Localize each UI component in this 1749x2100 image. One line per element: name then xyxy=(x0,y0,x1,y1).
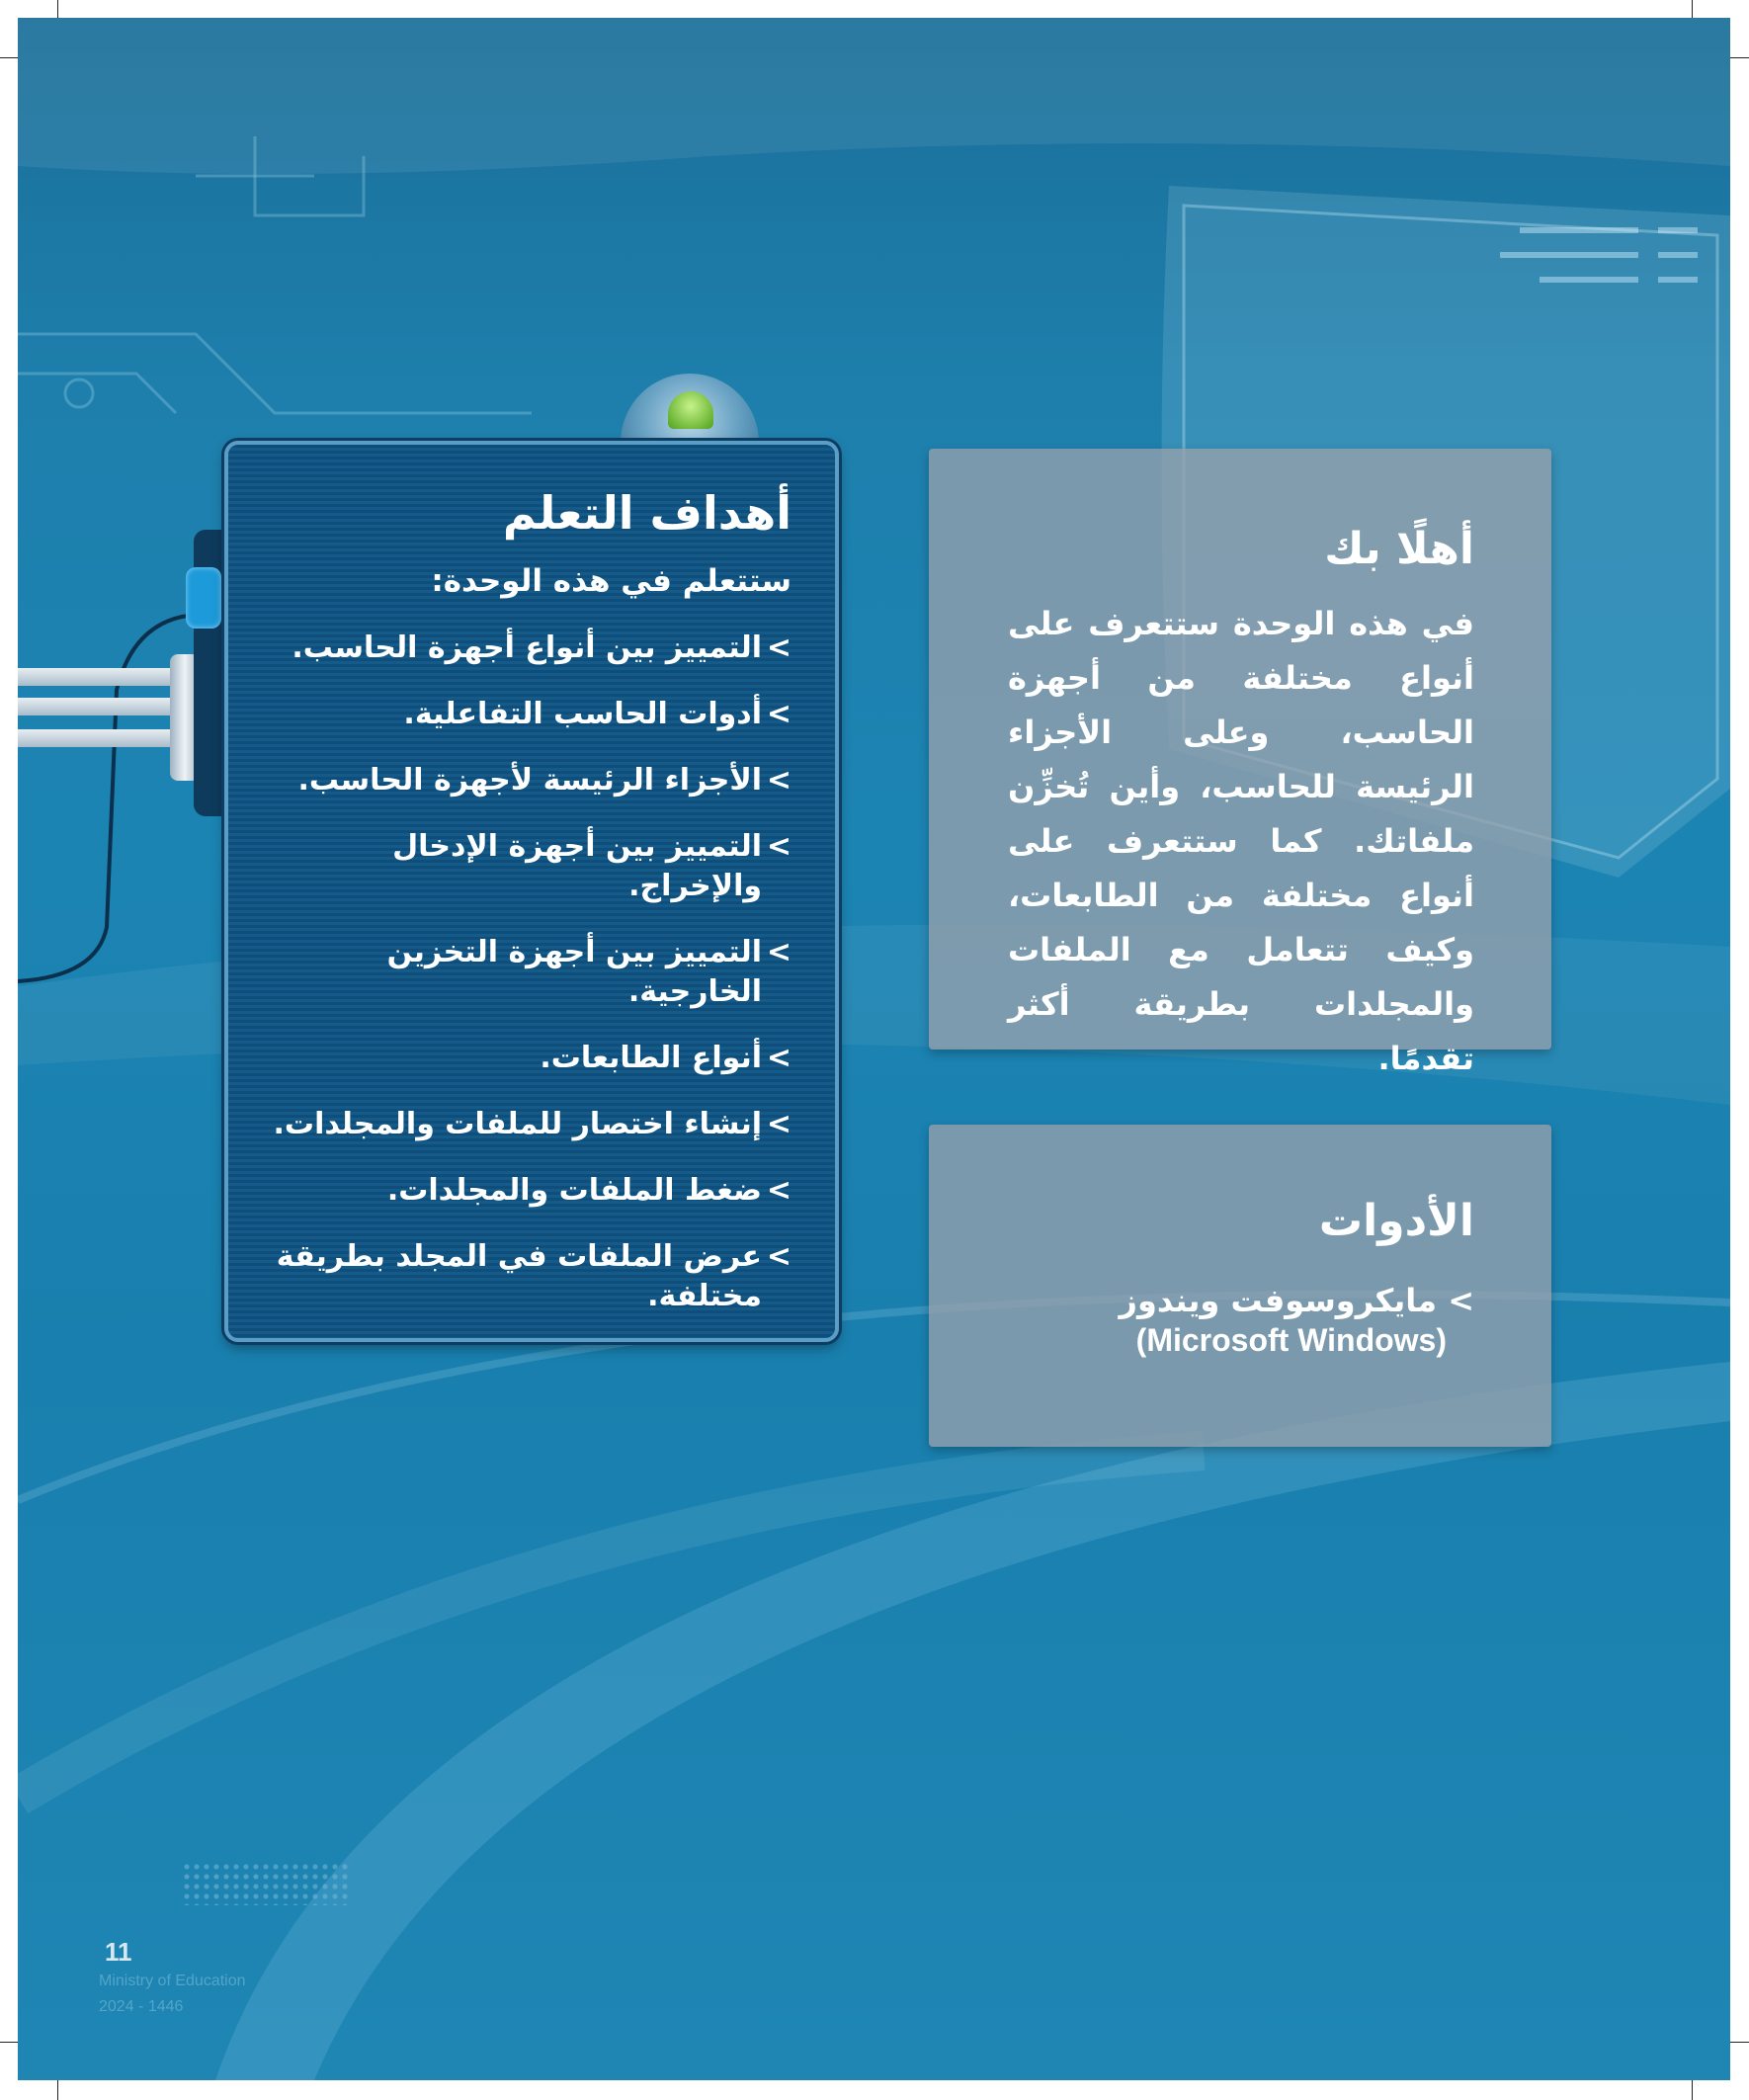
bullet-marker: > xyxy=(766,829,791,864)
objective-item xyxy=(258,827,791,906)
tools-card xyxy=(929,1125,1551,1447)
objective-item xyxy=(258,1237,791,1316)
tool-item-english: (Microsoft Windows) xyxy=(1135,1322,1447,1358)
bullet-marker: > xyxy=(766,1239,791,1274)
bullet-marker: > xyxy=(766,697,791,731)
bullet-marker: > xyxy=(766,1041,791,1075)
objective-text: التمييز بين أجهزة الإدخال والإخراج. xyxy=(392,829,762,903)
bullet-marker: > xyxy=(766,1107,791,1141)
edition-year: 2024 - 1446 xyxy=(99,1998,184,2015)
objective-text: الأجزاء الرئيسة لأجهزة الحاسب. xyxy=(297,763,762,798)
bullet-marker: > xyxy=(766,935,791,969)
ministry-logo xyxy=(182,1862,350,1905)
objective-text: التمييز بين أجهزة التخزين الخارجية. xyxy=(386,935,762,1009)
objective-text: أدوات الحاسب التفاعلية. xyxy=(403,697,762,731)
bullet-marker: > xyxy=(766,763,791,798)
objective-text: أنواع الطابعات. xyxy=(540,1041,762,1075)
learning-objectives-panel xyxy=(224,441,839,1342)
objective-item xyxy=(258,1105,791,1144)
objective-item xyxy=(258,1039,791,1078)
tools-title: الأدوات xyxy=(1318,1196,1474,1246)
objective-text: التمييز بين أنواع أجهزة الحاسب. xyxy=(292,630,762,665)
blue-light-icon xyxy=(186,567,221,629)
objectives-title: أهداف التعلم xyxy=(502,486,791,540)
bullet-marker: > xyxy=(766,1173,791,1208)
objectives-intro: ستتعلم في هذه الوحدة: xyxy=(431,563,791,599)
connector-pipe xyxy=(18,729,196,747)
connector-pipe xyxy=(18,668,196,686)
objective-text: ضغط الملفات والمجلدات. xyxy=(386,1173,762,1208)
objective-item xyxy=(258,1171,791,1211)
objective-item xyxy=(258,695,791,734)
objective-item xyxy=(258,933,791,1012)
welcome-title: أهلًا بك xyxy=(1324,524,1474,574)
page-number: 11 xyxy=(105,1937,132,1967)
objective-text: عرض الملفات في المجلد بطريقة مختلفة. xyxy=(276,1239,762,1313)
green-light-icon xyxy=(668,391,713,429)
objective-text: إنشاء اختصار للملفات والمجلدات. xyxy=(273,1107,762,1141)
tool-item: > مايكروسوفت ويندوز xyxy=(1119,1282,1474,1319)
welcome-card xyxy=(929,449,1551,1077)
ministry-name: Ministry of Education xyxy=(99,1973,246,1989)
objective-item xyxy=(258,761,791,800)
bullet-marker: > xyxy=(766,630,791,665)
welcome-body: في هذه الوحدة ستتعرف على أنواع مختلفة من أجهزة الحاسب، وعلى الأجزاء الرئيسة للحاسب، وأين تُخزِّن ملفاتك. كما ستتعرف على أنواع مختلفة من الطابعات، وكيف تتعامل مع الملفات والمجلدات بطريقة أكثر تقدمًا. xyxy=(1008,605,1474,1077)
objectives-list xyxy=(258,629,791,1343)
connector-pipe xyxy=(18,698,196,715)
objective-item xyxy=(258,629,791,668)
